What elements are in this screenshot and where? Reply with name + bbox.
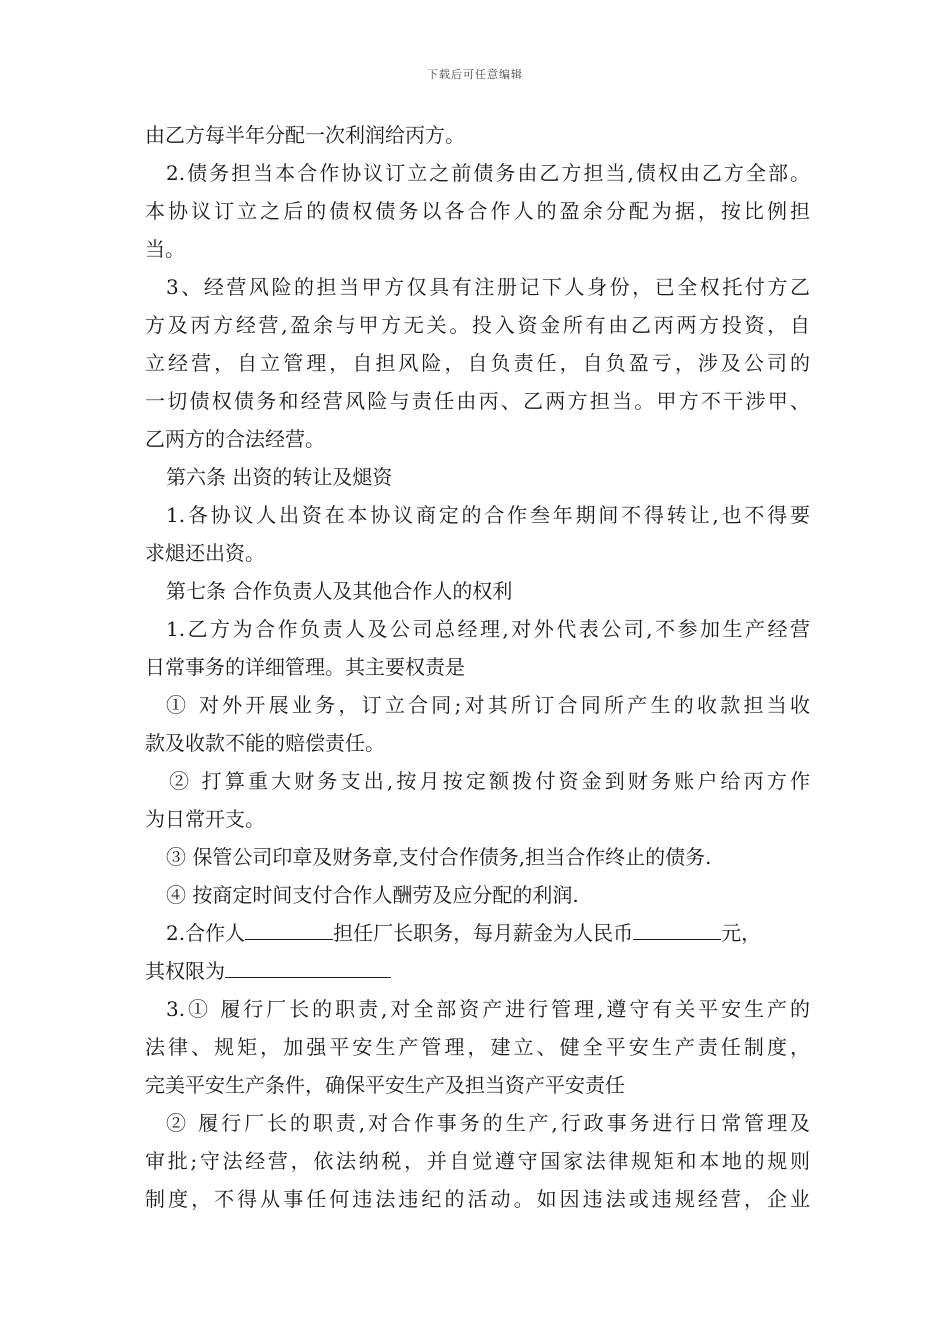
text-line: 审批;守法经营，依法纳税，并自觉遵守国家法律规矩和本地的规则: [145, 1149, 810, 1173]
text-line: ④ 按商定时间支付合作人酬劳及应分配的利润.: [166, 883, 579, 907]
clause-2-label: 2.合作人: [166, 921, 246, 945]
text-line: 当。: [145, 237, 185, 261]
document-body: [145, 116, 810, 1218]
authority-blank: [225, 953, 391, 978]
section-heading: 第六条 出资的转让及煺资: [166, 465, 393, 489]
text-line: 一切债权债务和经营风险与责任由丙、乙两方担当。甲方不干涉甲、: [145, 389, 810, 413]
salary-blank: [633, 915, 721, 940]
text-line: 1.各协议人出资在本协议商定的合作叁年期间不得转让,也不得要: [166, 503, 810, 527]
text-line: 乙两方的合法经营。: [145, 427, 325, 451]
text-line: ② 打算重大财务支出,按月按定额拨付资金到财务账户给丙方作: [169, 769, 810, 793]
page-header: 下载后可任意编辑: [427, 68, 523, 81]
name-blank: [245, 915, 333, 940]
text-line: 求煺还出资。: [145, 541, 265, 565]
clause-2-text: 担任厂长职务，每月薪金为人民币: [333, 921, 634, 945]
text-line: 方及丙方经营,盈余与甲方无关。投入资金所有由乙丙两方投资，自: [145, 313, 810, 337]
clause-2-authority-line: [145, 952, 810, 990]
text-line: ② 履行厂长的职责,对合作事务的生产,行政事务进行日常管理及: [166, 1111, 810, 1135]
text-line: 3、经营风险的担当甲方仅具有注册记下人身份，已全权托付方乙: [166, 275, 810, 299]
text-line: ③ 保管公司印章及财务章,支付合作债务,担当合作终止的债务.: [166, 845, 712, 869]
text-line: 制度，不得从事任何违法违纪的活动。如因违法或违规经营，企业: [145, 1187, 810, 1211]
text-line: 3.① 履行厂长的职责,对全部资产进行管理,遵守有关平安生产的: [166, 997, 810, 1021]
text-line: 立经营，自立管理，自担风险，自负责任，自负盈亏，涉及公司的: [145, 351, 810, 375]
text-line: 本协议订立之后的债权债务以各合作人的盈余分配为据，按比例担: [145, 199, 810, 223]
text-line: 2.债务担当本合作协议订立之前债务由乙方担当,债权由乙方全部。: [166, 161, 810, 185]
clause-2-line: [145, 914, 810, 952]
text-line: 日常事务的详细管理。其主要权责是: [145, 655, 465, 679]
text-line: 由乙方每半年分配一次利润给丙方。: [145, 123, 465, 147]
text-line: ① 对外开展业务，订立合同;对其所订合同所产生的收款担当收: [166, 693, 810, 717]
text-line: 法律、规矩，加强平安生产管理，建立、健全平安生产责任制度，: [145, 1035, 810, 1059]
text-line: 款及收款不能的赔偿责任。: [145, 731, 385, 755]
section-heading: 第七条 合作负责人及其他合作人的权利: [166, 579, 513, 603]
clause-2-unit: 元，: [721, 921, 762, 945]
text-line: 为日常开支。: [145, 807, 265, 831]
authority-label: 其权限为: [145, 959, 225, 983]
text-line: 1.乙方为合作负责人及公司总经理,对外代表公司,不参加生产经营: [166, 617, 810, 641]
text-line: 完美平安生产条件，确保平安生产及担当资产平安责任: [145, 1073, 625, 1097]
